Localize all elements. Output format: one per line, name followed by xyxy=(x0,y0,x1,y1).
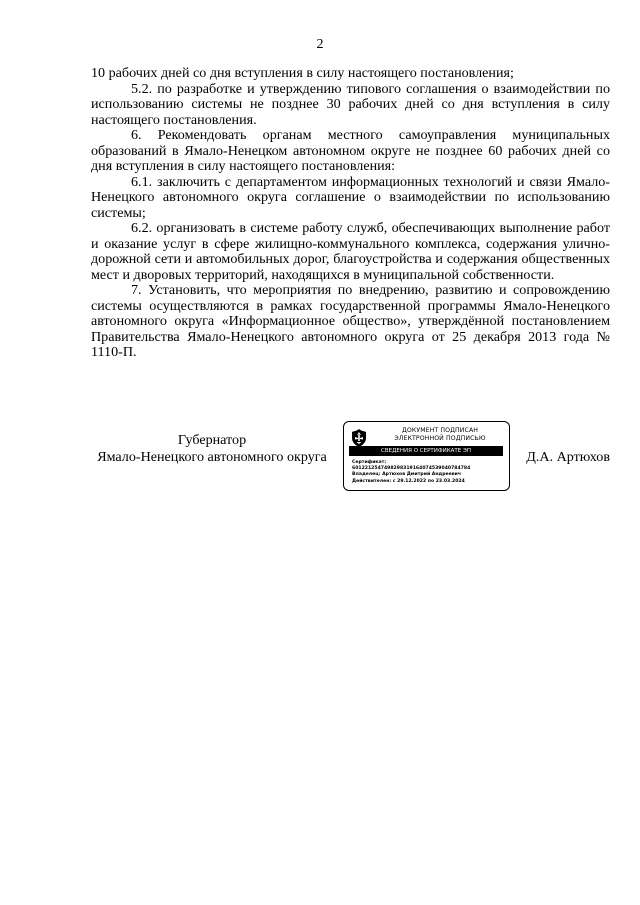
paragraph-5-2: 5.2. по разработке и утверждению типового соглашения о взаимодействии по использованию системы не позднее 30 рабочих дней со дня вступления в силу настоящего постановления. xyxy=(91,80,610,128)
stamp-details xyxy=(352,460,508,485)
electronic-signature-stamp xyxy=(343,421,510,491)
paragraph-6-1: 6.1. заключить с департаментом информационных технологий и связи Ямало-Ненецкого автономного округа соглашение о взаимодействии по использованию системы; xyxy=(91,173,610,221)
paragraph-7: 7. Установить, что мероприятия по внедрению, развитию и сопровождению системы осуществляются в рамках государственной программы Ямало-Ненецкого автономного округа «Информационное общество», утверждённой постановлением Правительства Ямало-Ненецкого автономного округа от 25 декабря 2013 года № 1110-П. xyxy=(91,282,610,360)
signer-title-line2: Ямало-Ненецкого автономного округа xyxy=(97,449,327,465)
stamp-bar: СВЕДЕНИЯ О СЕРТИФИКАТЕ ЭП xyxy=(349,446,503,456)
paragraph-6: 6. Рекомендовать органам местного самоуправления муниципальных образований в Ямало-Ненецком автономном округе не позднее 60 рабочих дней со дня вступления в силу настоящего постановления: xyxy=(91,127,610,174)
stamp-certificate-label: Сертификат: xyxy=(352,460,387,465)
stamp-header-line1: ДОКУМЕНТ ПОДПИСАН xyxy=(401,427,479,434)
paragraph-6-2: 6.2. организовать в системе работу служб, обеспечивающих выполнение работ и оказание услуг в сфере жилищно-коммунального комплекса, содержания улично-дорожной сети и автомобильных дорог, благоустройства и содержания общественных мест и дворовых территорий, находящихся в муниципальной собственности. xyxy=(91,220,610,283)
stamp-validity: Действителен: с 29.12.2022 по 23.03.2024 xyxy=(352,478,465,484)
signer-name: Д.А. Артюхов xyxy=(526,449,610,465)
stamp-header-line2: ЭЛЕКТРОННОЙ ПОДПИСЬЮ xyxy=(394,435,486,442)
stamp-owner: Владелец: Артюхов Дмитрий Андреевич xyxy=(352,472,462,478)
stamp-header xyxy=(374,427,506,443)
page-number: 2 xyxy=(316,37,324,52)
stamp-certificate-value: 601221254749829831916407453904078478​4 xyxy=(352,466,471,472)
paragraph-1: 10 рабочих дней со дня вступления в силу настоящего постановления; xyxy=(91,65,514,81)
signer-title-line1: Губернатор xyxy=(177,432,247,448)
signer-title xyxy=(91,432,333,466)
coat-of-arms-icon xyxy=(350,428,368,448)
document-body xyxy=(91,66,610,361)
